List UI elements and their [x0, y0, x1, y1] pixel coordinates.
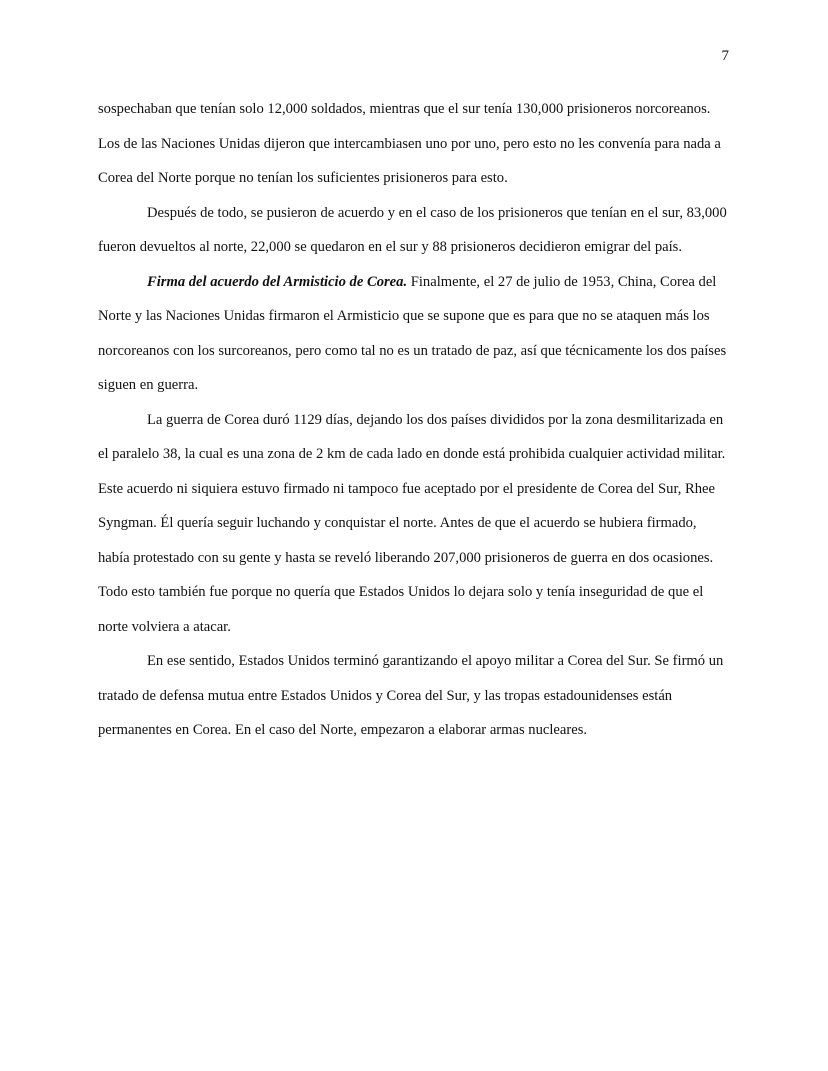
paragraph-4: La guerra de Corea duró 1129 días, dejando los dos países divididos por la zona desmilitarizada en el paralelo 38, la cual es una zona de 2 km de cada lado en donde está prohibida cualquier actividad militar. Este acuerdo ni siquiera estuvo firmado ni tampoco fue aceptado por el presidente de Corea del Sur, Rhee Syngman. Él quería seguir luchando y conquistar el norte. Antes de que el acuerdo se hubiera firmado, había protestado con su gente y hasta se reveló liberando 207,000 prisioneros de guerra en dos ocasiones. Todo esto también fue porque no quería que Estados Unidos lo dejara solo y tenía inseguridad de que el norte volviera a atacar. [98, 411, 726, 635]
paragraph-3 [98, 265, 730, 403]
paragraph-1: sospechaban que tenían solo 12,000 soldados, mientras que el sur tenía 130,000 prisioneros norcoreanos. Los de las Naciones Unidas dijeron que intercambiasen uno por uno, pero esto no les convenía para nada a Corea del Norte porque no tenían los suficientes prisioneros para esto. [98, 101, 721, 186]
section-heading: Firma del acuerdo del Armisticio de Corea. [147, 273, 408, 290]
paragraph-3-text: Finalmente, el 27 de julio de 1953, China, Corea del Norte y las Naciones Unidas firmaron el Armisticio que se supone que es para que no se ataquen más los norcoreanos con los surcoreanos, pero como tal no es un tratado de paz, así que técnicamente los dos países siguen en guerra. [98, 273, 727, 393]
paragraph-2: Después de todo, se pusieron de acuerdo y en el caso de los prisioneros que tenían en el sur, 83,000 fueron devueltos al norte, 22,000 se quedaron en el sur y 88 prisioneros decidieron emigrar del país. [98, 204, 727, 255]
document-body [98, 92, 730, 748]
paragraph-5: En ese sentido, Estados Unidos terminó garantizando el apoyo militar a Corea del Sur. Se firmó un tratado de defensa mutua entre Estados Unidos y Corea del Sur, y las tropas estadounidenses están permanentes en Corea. En el caso del Norte, empezaron a elaborar armas nucleares. [98, 653, 724, 738]
page-number: 7 [721, 48, 729, 64]
